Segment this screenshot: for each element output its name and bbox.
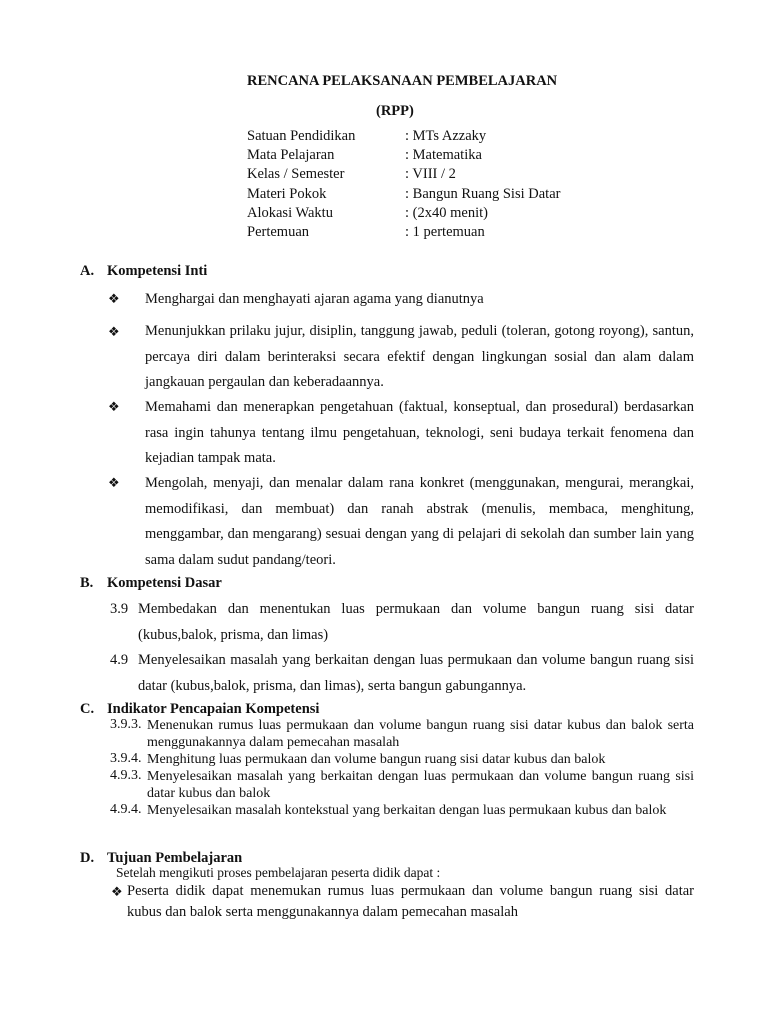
indikator-number: 4.9.3.	[110, 768, 142, 783]
indikator-number: 4.9.4.	[110, 802, 142, 817]
kompetensi-dasar-number: 4.9	[110, 652, 129, 668]
kompetensi-inti-item: Memahami dan menerapkan pengetahuan (faktual, konseptual, dan prosedural) berdasarkan rasa ingin tahunya tentang ilmu pengetahuan, teknologi, seni budaya terkait fenomena dan kejadian tampak mata.	[145, 399, 694, 466]
identity-value: : (2x40 menit)	[405, 205, 488, 221]
section-a-title: Kompetensi Inti	[107, 263, 208, 279]
kompetensi-dasar-item: Menyelesaikan masalah yang berkaitan dengan luas permukaan dan volume bangun ruang sisi datar (kubus,balok, prisma, dan limas), serta bangun gabungannya.	[138, 652, 694, 694]
section-d-letter: D.	[80, 850, 95, 866]
identity-value: : Matematika	[405, 147, 482, 163]
bullet-icon: ❖	[111, 885, 123, 900]
section-b-letter: B.	[80, 575, 94, 591]
section-c-letter: C.	[80, 701, 95, 717]
section-c-title: Indikator Pencapaian Kompetensi	[107, 701, 320, 717]
bullet-icon: ❖	[108, 292, 120, 307]
bullet-icon: ❖	[108, 325, 120, 340]
document-title: RENCANA PELAKSANAAN PEMBELAJARAN	[247, 73, 558, 89]
kompetensi-inti-item: Menunjukkan prilaku jujur, disiplin, tanggung jawab, peduli (toleran, gotong royong), santun, percaya diri dalam berinteraksi secara efektif dengan lingkungan sosial dan alam dalam jangkauan pergaulan dan keberadaannya.	[145, 323, 694, 390]
indikator-item: Menenukan rumus luas permukaan dan volume bangun ruang sisi datar kubus dan balok serta menggunakannya dalam pemecahan masalah	[147, 718, 694, 750]
tujuan-item: Peserta didik dapat menemukan rumus luas permukaan dan volume bangun ruang sisi datar kubus dan balok serta menggunakannya dalam pemecahan masalah	[127, 883, 694, 920]
kompetensi-dasar-item: Membedakan dan menentukan luas permukaan dan volume bangun ruang sisi datar (kubus,balok, prisma, dan limas)	[138, 601, 694, 643]
tujuan-intro: Setelah mengikuti proses pembelajaran peserta didik dapat :	[116, 865, 441, 880]
identity-label: Mata Pelajaran	[247, 147, 335, 163]
section-d-title: Tujuan Pembelajaran	[107, 850, 243, 866]
bullet-icon: ❖	[108, 400, 120, 415]
indikator-number: 3.9.3.	[110, 717, 142, 732]
identity-value: : VIII / 2	[405, 166, 456, 182]
bullet-icon: ❖	[108, 476, 120, 491]
identity-label: Pertemuan	[247, 224, 310, 240]
identity-value: : Bangun Ruang Sisi Datar	[405, 186, 561, 202]
section-b-title: Kompetensi Dasar	[107, 575, 222, 591]
kompetensi-dasar-number: 3.9	[110, 601, 129, 617]
indikator-number: 3.9.4.	[110, 751, 142, 766]
indikator-item: Menghitung luas permukaan dan volume bangun ruang sisi datar kubus dan balok	[147, 752, 606, 767]
identity-label: Satuan Pendidikan	[247, 128, 356, 144]
identity-value: : 1 pertemuan	[405, 224, 485, 240]
document-subtitle: (RPP)	[376, 103, 414, 119]
identity-label: Materi Pokok	[247, 186, 327, 202]
section-a-letter: A.	[80, 263, 95, 279]
identity-label: Alokasi Waktu	[247, 205, 333, 221]
indikator-item: Menyelesaikan masalah kontekstual yang berkaitan dengan luas permukaan kubus dan balok	[147, 803, 667, 818]
indikator-item: Menyelesaikan masalah yang berkaitan dengan luas permukaan dan volume bangun ruang sisi datar kubus dan balok	[147, 769, 694, 801]
kompetensi-inti-item: Menghargai dan menghayati ajaran agama yang dianutnya	[145, 291, 484, 307]
kompetensi-inti-item: Mengolah, menyaji, dan menalar dalam rana konkret (menggunakan, mengurai, merangkai, memodifikasi, dan membuat) dan ranah abstrak (menulis, membaca, menghitung, menggambar, dan mengarang) sesuai dengan yang di pelajari di sekolah dan sumber lain yang sama dalam sudut pandang/teori.	[145, 475, 694, 568]
identity-value: : MTs Azzaky	[405, 128, 487, 144]
identity-label: Kelas / Semester	[247, 166, 345, 182]
